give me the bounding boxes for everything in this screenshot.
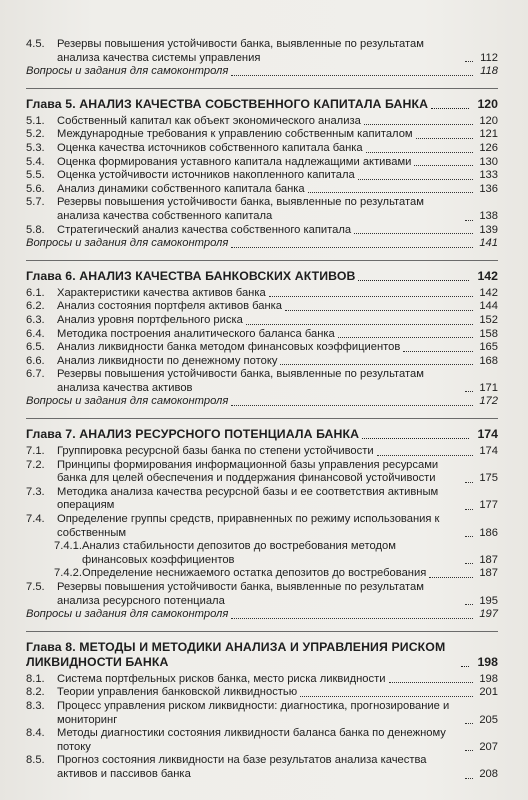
dot-leader: [465, 391, 473, 392]
entry-body: [57, 754, 498, 781]
chapter-heading: [26, 88, 498, 112]
page-number: 165: [479, 341, 498, 354]
page-number: 139: [479, 223, 498, 236]
page-number: 112: [480, 51, 498, 64]
section-number: 6.7.: [26, 368, 45, 381]
toc-section-entry: [26, 115, 498, 129]
section-number: 7.4.: [26, 513, 45, 526]
toc-section-entry: [26, 459, 498, 486]
toc-section-entry: [26, 224, 498, 238]
chapter-title: Глава 8. МЕТОДЫ И МЕТОДИКИ АНАЛИЗА И УПРАВЛЕНИЯ РИСКОМ ЛИКВИДНОСТИ БАНКА: [26, 639, 446, 669]
entry-body: [82, 540, 498, 567]
dot-leader: [377, 455, 473, 456]
chapter-page-number: 142: [477, 268, 498, 283]
dot-leader: [465, 220, 473, 221]
toc-section-entry: [26, 368, 498, 395]
page-number: 142: [479, 286, 498, 299]
toc-section-entry: [26, 300, 498, 314]
page-number: 195: [479, 594, 498, 607]
section-number: 7.4.2.: [54, 567, 82, 580]
page-number: 152: [479, 313, 498, 326]
entry-body: [57, 673, 498, 687]
dot-leader: [431, 108, 469, 109]
section-number: 5.4.: [26, 155, 45, 168]
dot-leader: [461, 666, 469, 667]
page-number: 138: [479, 209, 498, 222]
section-title: Вопросы и задания для самоконтроля: [26, 395, 229, 408]
dot-leader: [364, 124, 473, 125]
page-number: 172: [479, 395, 498, 408]
entry-body: [57, 142, 498, 156]
entry-body: [57, 368, 498, 395]
chapter-spacer: [26, 409, 498, 414]
section-title: Вопросы и задания для самоконтроля: [26, 65, 229, 78]
dot-leader: [465, 750, 473, 751]
section-title: Характеристики качества активов банка: [57, 286, 266, 299]
section-title: Международные требования к управлению собственным капиталом: [57, 128, 413, 141]
toc-section-entry: [26, 328, 498, 342]
dot-leader: [231, 618, 473, 619]
toc-section-entry: [26, 355, 498, 369]
section-number: 7.4.1.: [54, 540, 82, 553]
toc-section-entry: [26, 341, 498, 355]
section-title: Методика построения аналитического баланса банка: [57, 327, 335, 340]
page-number: 187: [479, 567, 498, 580]
dot-leader: [416, 138, 473, 139]
entry-body: [26, 237, 498, 251]
dot-leader: [308, 192, 473, 193]
page-number: 126: [479, 141, 498, 154]
section-title: Методы диагностики состояния ликвидности баланса банка по денежному потоку: [57, 727, 446, 753]
page-number: 186: [479, 526, 498, 539]
page-number: 168: [479, 354, 498, 367]
section-title: Вопросы и задания для самоконтроля: [26, 608, 229, 621]
chapter-spacer: [26, 79, 498, 84]
section-number: 5.3.: [26, 141, 45, 154]
section-number: 8.3.: [26, 699, 45, 712]
toc-section-entry: [26, 142, 498, 156]
entry-body: [57, 486, 498, 513]
chapter-page-number: 198: [477, 654, 498, 669]
section-title: Анализ состояния портфеля активов банка: [57, 300, 283, 313]
section-title: Принципы формирования информационной базы управления ресурсами банка для целей обеспечения и поддержания финансовой устойчивости: [57, 458, 439, 485]
dot-leader: [366, 152, 473, 153]
toc-section-entry: [26, 128, 498, 142]
toc-section-entry: [26, 581, 498, 608]
section-number: 5.2.: [26, 128, 45, 141]
section-number: 7.5.: [26, 581, 45, 593]
entry-body: [57, 196, 498, 223]
section-number: 5.1.: [26, 114, 45, 127]
entry-body: [57, 169, 498, 183]
entry-body: [82, 567, 498, 581]
entry-body: [26, 608, 498, 622]
page-number: 208: [479, 767, 498, 780]
section-title: Стратегический анализ качества собственного капитала: [57, 223, 352, 236]
section-number: 7.2.: [26, 458, 45, 471]
chapter-title: Глава 5. АНАЛИЗ КАЧЕСТВА СОБСТВЕННОГО КАПИТАЛА БАНКА: [26, 96, 429, 111]
section-title: Теории управления банковской ликвидностью: [57, 686, 298, 699]
dot-leader: [358, 280, 469, 281]
section-title: Собственный капитал как объект экономического анализа: [57, 114, 361, 127]
section-number: 6.4.: [26, 327, 45, 340]
chapter-spacer: [26, 622, 498, 627]
section-title: Определение группы средств, приравненных по режиму использования к собственным: [57, 513, 440, 539]
chapter-title: Глава 6. АНАЛИЗ КАЧЕСТВА БАНКОВСКИХ АКТИВОВ: [26, 268, 356, 283]
page-number: 187: [479, 553, 498, 566]
dot-leader: [465, 536, 473, 537]
toc-section-entry: [26, 445, 498, 459]
section-title: Резервы повышения устойчивости банка, выявленные по результатам анализа ресурсного потенциала: [57, 581, 424, 607]
dot-leader: [285, 310, 473, 311]
section-title: Анализ динамики собственного капитала банка: [57, 182, 305, 195]
entry-body: [57, 700, 498, 727]
toc-section-entry: [26, 314, 498, 328]
toc-subsection-entry: [26, 540, 498, 567]
dot-leader: [403, 351, 473, 352]
dot-leader: [338, 337, 473, 338]
page-number: 201: [479, 686, 498, 699]
section-number: 6.6.: [26, 354, 45, 367]
section-title: Оценка качества источников собственного капитала банка: [57, 141, 363, 154]
page-number: 141: [479, 237, 498, 250]
page-number: 175: [479, 472, 498, 485]
entry-body: [57, 287, 498, 301]
page-number: 121: [479, 128, 498, 141]
section-number: 7.1.: [26, 445, 45, 458]
chapter-title: Глава 7. АНАЛИЗ РЕСУРСНОГО ПОТЕНЦИАЛА БАНКА: [26, 427, 360, 442]
dot-leader: [389, 682, 474, 683]
section-title: Анализ уровня портфельного риска: [57, 313, 243, 326]
section-title: Резервы повышения устойчивости банка, выявленные по результатам анализа качества собственного капитала: [57, 196, 424, 222]
section-title: Вопросы и задания для самоконтроля: [26, 237, 229, 250]
dot-leader: [231, 247, 473, 248]
chapter-page-number: 174: [477, 427, 498, 442]
self-check-questions-entry: [26, 395, 498, 409]
entry-body: [57, 115, 498, 129]
toc-section-entry: [26, 673, 498, 687]
chapter-page-number: 120: [477, 96, 498, 111]
self-check-questions-entry: [26, 237, 498, 251]
section-title: Резервы повышения устойчивости банка, выявленные по результатам анализа качества системы управления: [57, 38, 424, 64]
entry-body: [57, 183, 498, 197]
page-number: 118: [480, 65, 498, 78]
entry-body: [57, 445, 498, 459]
entry-body: [57, 581, 498, 608]
section-title: Методика анализа качества ресурсной базы и ее соответствия активным операциям: [57, 485, 439, 512]
dot-leader: [362, 438, 469, 439]
dot-leader: [465, 723, 473, 724]
entry-body: [26, 395, 498, 409]
section-title: Система портфельных рисков банка, место риска ликвидности: [57, 672, 386, 685]
dot-leader: [465, 604, 473, 605]
dot-leader: [465, 61, 473, 62]
section-title: Анализ ликвидности по денежному потоку: [57, 354, 278, 367]
dot-leader: [280, 364, 473, 365]
page-number: 207: [479, 740, 498, 753]
toc-section-entry: [26, 686, 498, 700]
section-number: 6.2.: [26, 300, 45, 313]
dot-leader: [358, 179, 473, 180]
entry-body: [57, 355, 498, 369]
toc-section-entry: [26, 700, 498, 727]
section-title: Прогноз состояния ликвидности на базе результатов анализа качества активов и пассивов банка: [57, 754, 427, 780]
page-number: 136: [479, 182, 498, 195]
dot-leader: [465, 778, 473, 779]
toc-section-entry: [26, 169, 498, 183]
toc-section-entry: [26, 287, 498, 301]
entry-body: [57, 686, 498, 700]
section-number: 8.5.: [26, 754, 45, 767]
entry-body: [57, 314, 498, 328]
section-number: 6.3.: [26, 313, 45, 326]
toc-section-entry: [26, 38, 498, 65]
entry-body: [57, 513, 498, 540]
section-title: Процесс управления риском ликвидности: диагностика, прогнозирование и мониторинг: [57, 699, 450, 726]
entry-body: [57, 224, 498, 238]
entry-body: [57, 341, 498, 355]
toc-subsection-entry: [26, 567, 498, 581]
dot-leader: [465, 509, 473, 510]
dot-leader: [246, 324, 473, 325]
page-number: 177: [479, 499, 498, 512]
self-check-questions-entry: [26, 608, 498, 622]
chapter-heading: [26, 418, 498, 442]
section-number: 8.2.: [26, 686, 45, 699]
dot-leader: [300, 696, 473, 697]
toc-section-entry: [26, 196, 498, 223]
dot-leader: [465, 482, 473, 483]
toc-section-entry: [26, 513, 498, 540]
dot-leader: [231, 405, 473, 406]
section-number: 5.5.: [26, 169, 45, 182]
entry-body: [57, 128, 498, 142]
page-number: 120: [479, 114, 498, 127]
toc-section-entry: [26, 156, 498, 170]
dot-leader: [269, 296, 473, 297]
section-number: 7.3.: [26, 485, 45, 498]
section-title: Анализ стабильности депозитов до востребования методом финансовых коэффициентов: [82, 540, 396, 566]
entry-body: [57, 300, 498, 314]
entry-body: [26, 65, 498, 79]
section-number: 4.5.: [26, 38, 45, 50]
section-number: 8.4.: [26, 727, 45, 740]
page-number: 133: [479, 169, 498, 182]
self-check-questions-entry: [26, 65, 498, 79]
toc-section-entry: [26, 183, 498, 197]
toc-section-entry: [26, 754, 498, 781]
dot-leader: [231, 75, 473, 76]
toc-section-entry: [26, 727, 498, 754]
section-number: 5.6.: [26, 182, 45, 195]
entry-body: [57, 38, 498, 65]
entry-body: [57, 328, 498, 342]
page-number: 171: [479, 381, 498, 394]
page-number: 205: [479, 713, 498, 726]
dot-leader: [465, 563, 473, 564]
page-number: 198: [479, 672, 498, 685]
table-of-contents: [26, 38, 498, 782]
chapter-spacer: [26, 251, 498, 256]
chapter-heading: [26, 631, 498, 670]
section-title: Оценка устойчивости источников накопленного капитала: [57, 169, 355, 182]
entry-body: [57, 727, 498, 754]
entry-body: [57, 156, 498, 170]
toc-section-entry: [26, 486, 498, 513]
page-number: 144: [479, 300, 498, 313]
dot-leader: [414, 165, 473, 166]
section-title: Определение неснижаемого остатка депозитов до востребования: [82, 567, 427, 580]
section-number: 5.7.: [26, 196, 45, 209]
section-title: Группировка ресурсной базы банка по степени устойчивости: [57, 445, 374, 458]
chapter-heading: [26, 260, 498, 284]
section-number: 8.1.: [26, 672, 45, 685]
dot-leader: [354, 233, 473, 234]
section-title: Резервы повышения устойчивости банка, выявленные по результатам анализа качества активов: [57, 368, 424, 394]
section-number: 6.5.: [26, 341, 45, 354]
page-number: 197: [479, 608, 498, 621]
dot-leader: [429, 577, 473, 578]
page-number: 174: [479, 445, 498, 458]
section-title: Анализ ликвидности банка методом финансовых коэффициентов: [57, 341, 401, 354]
section-number: 5.8.: [26, 223, 45, 236]
page-number: 158: [479, 327, 498, 340]
section-number: 6.1.: [26, 286, 45, 299]
page-number: 130: [479, 155, 498, 168]
entry-body: [57, 459, 498, 486]
section-title: Оценка формирования уставного капитала надлежащими активами: [57, 155, 412, 168]
